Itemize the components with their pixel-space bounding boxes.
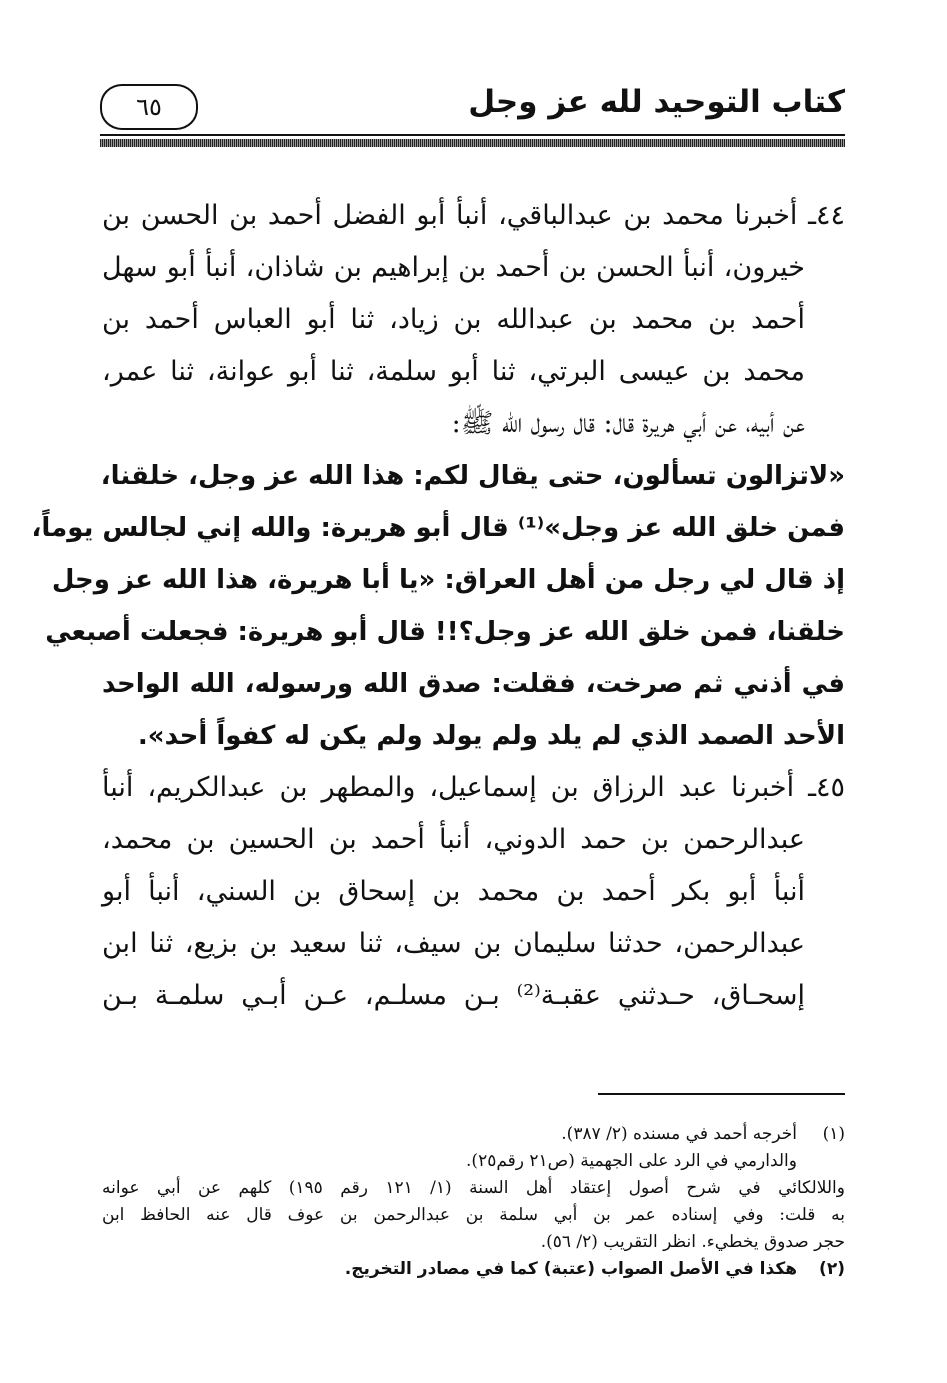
footnote-line: به قلت: وفي إسناده عمر بن أبي سلمة بن عبدالرحمن بن عوف قال عنه الحافظ ابن [102,1205,845,1225]
hadith-text-line: خلقنا، فمن خلق الله عز وجل؟!! قال أبو هريرة: فجعلت أصبعي [45,617,845,647]
running-header-title: كتاب التوحيد لله عز وجل [468,84,845,120]
hadith-text-line: إذ قال لي رجل من أهل العراق: «يا أبا هريرة، هذا الله عز وجل [51,565,845,595]
footnote-line: واللالكائي في شرح أصول إعتقاد أهل السنة (١/ ١٢١ رقم ١٩٥) كلهم عن أبي عوانه [102,1178,845,1198]
footnote-text: هكذا في الأصل الصواب (عتبة) كما في مصادر التخريج. [344,1259,797,1279]
hadith-text-line: فمن خلق الله عز وجل»⁽¹⁾ قال أبو هريرة: والله إني لجالس يوماً، [31,513,845,543]
footnote-line [102,1121,845,1148]
hadith-text-line: «لاتزالون تسألون، حتى يقال لكم: هذا الله عز وجل، خلقنا، [100,461,845,491]
page-number-badge [100,84,198,130]
footnote-text: أخرجه أحمد في مسنده (٢/ ٣٨٧). [561,1124,797,1144]
text-line: عن أبيه، عن أبي هريرة قال: قال رسول الله ﷺ: [451,408,805,439]
text-line: أحمد بن محمد بن عبدالله بن زياد، ثنا أبو العباس أحمد بن [102,304,805,335]
footnote-line: والدارمي في الرد على الجهمية (ص٢١ رقم٢٥). [466,1151,797,1171]
hadith-text-line: الأحد الصمد الذي لم يلد ولم يولد ولم يكن له كفواً أحد». [137,721,845,751]
footnotes [102,1121,845,1283]
footnote-marker: (٢) [819,1259,845,1279]
text-line: ٤٤ـ أخبرنا محمد بن عبدالباقي، أنبأ أبو الفضل أحمد بن الحسن بن [102,200,845,231]
footnote-separator [598,1093,845,1095]
header-divider-band [100,139,845,147]
text-line: أنبأ أبو بكر أحمد بن محمد بن إسحاق بن السني، أنبأ أبو [102,876,805,907]
page-number: ٦٥ [136,93,162,121]
hadith-text-line: في أذني ثم صرخت، فقلت: صدق الله ورسوله، الله الواحد [102,669,845,699]
text-line: ٤٥ـ أخبرنا عبد الرزاق بن إسماعيل، والمطهر بن عبدالكريم، أنبأ [102,772,845,803]
text-line: خيرون، أنبأ الحسن بن أحمد بن إبراهيم بن شاذان، أنبأ أبو سهل [102,252,805,283]
footnote-line [102,1256,845,1283]
footnote-line: حجر صدوق يخطيء. انظر التقريب (٢/ ٥٦). [540,1232,845,1252]
main-text [31,190,845,1022]
footnote-marker: (١) [822,1124,845,1144]
text-line: إسحـاق، حـدثني عقبـة⁽²⁾ بـن مسلـم، عـن أبـي سلمـة بـن [102,980,805,1011]
header-divider-line [100,134,845,136]
text-line: محمد بن عيسى البرتي، ثنا أبو سلمة، ثنا أبو عوانة، ثنا عمر، [102,356,805,387]
text-line: عبدالرحمن، حدثنا سليمان بن سيف، ثنا سعيد بن بزيع، ثنا ابن [102,928,805,959]
text-line: عبدالرحمن بن حمد الدوني، أنبأ أحمد بن الحسين بن محمد، [102,824,805,855]
